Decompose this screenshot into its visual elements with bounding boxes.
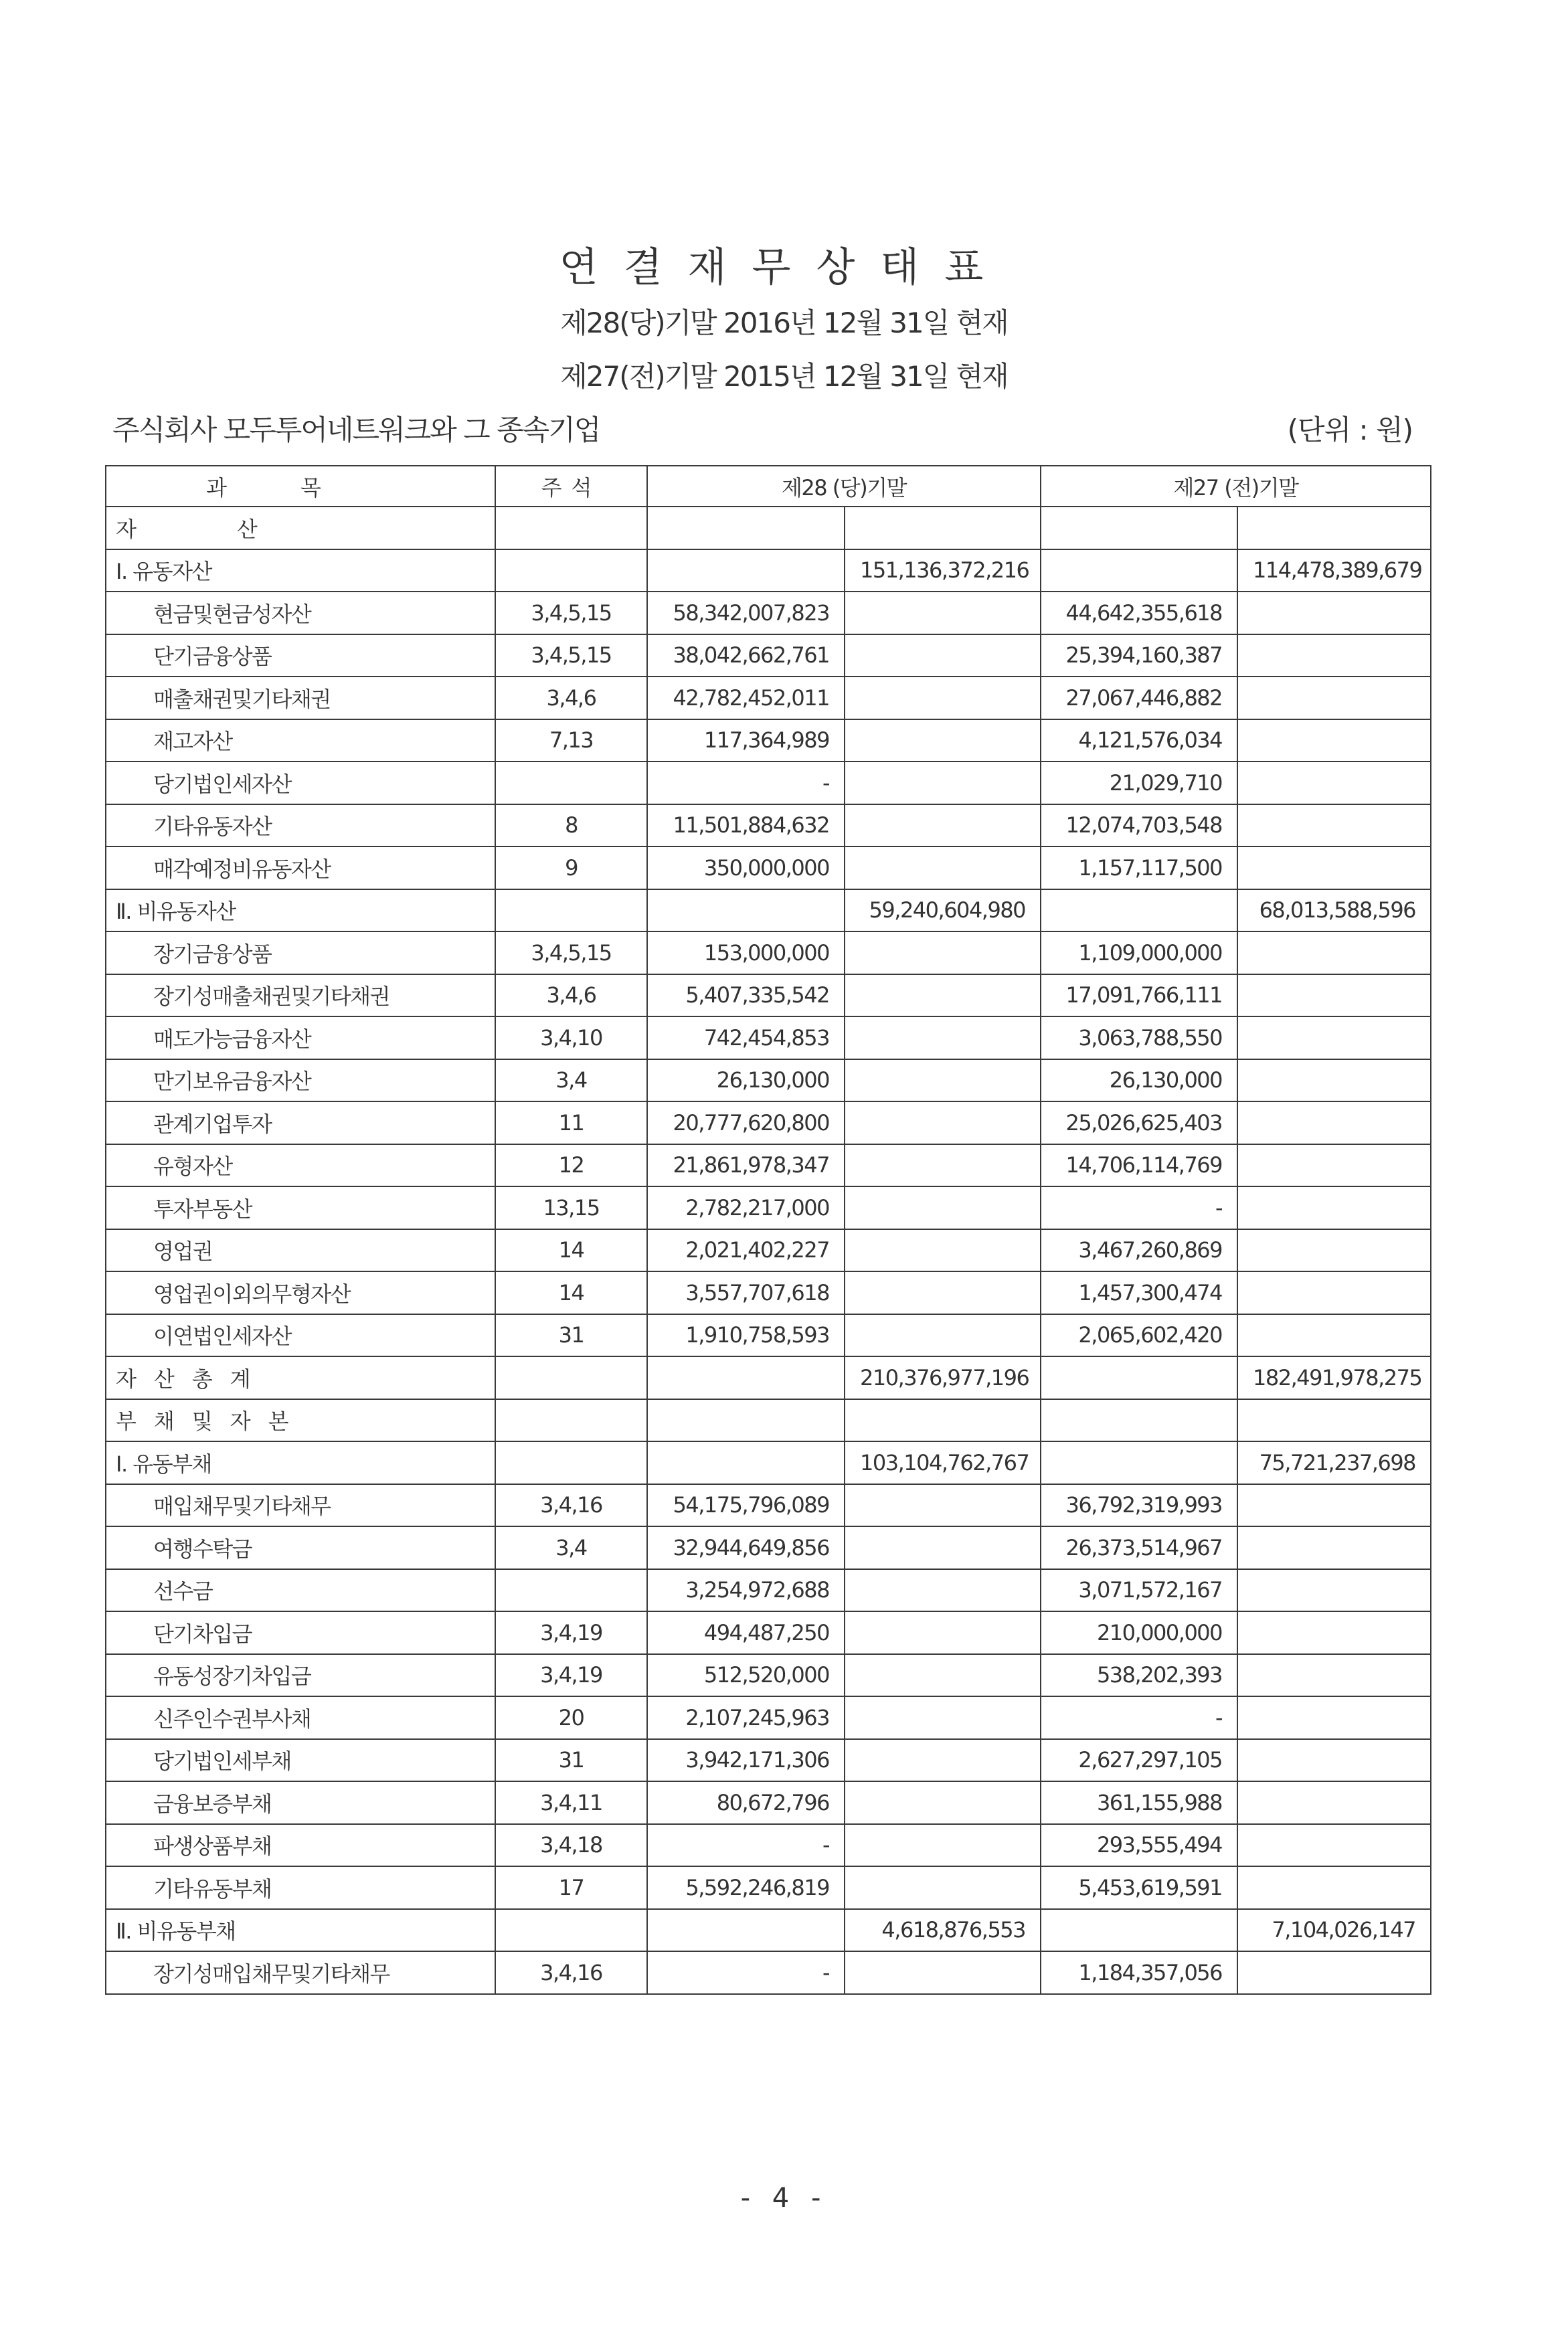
table-row	[106, 1909, 1431, 1952]
table-row	[106, 1229, 1431, 1272]
cell-prior-total	[1237, 1739, 1431, 1782]
cell-prior-item	[1041, 1399, 1237, 1442]
cell-subject: 여행수탁금	[106, 1526, 495, 1569]
cell-subject: 자산	[106, 507, 495, 549]
cell-prior-item	[1041, 1356, 1237, 1399]
cell-prior-total	[1237, 1569, 1431, 1612]
cell-note	[495, 1399, 647, 1442]
header-current-period: 제28 (당)기말	[647, 466, 1041, 507]
table-row	[106, 1569, 1431, 1612]
cell-prior-item	[1041, 1909, 1237, 1952]
cell-prior-total: 75,721,237,698	[1237, 1441, 1431, 1484]
cell-prior-item: 3,071,572,167	[1041, 1569, 1237, 1612]
cell-note: 3,4,16	[495, 1484, 647, 1527]
cell-current-total	[845, 634, 1041, 677]
table-row	[106, 1399, 1431, 1442]
table-row	[106, 634, 1431, 677]
cell-note: 3,4,16	[495, 1951, 647, 1994]
table-row	[106, 1696, 1431, 1739]
cell-subject: 투자부동산	[106, 1186, 495, 1229]
table-row	[106, 1484, 1431, 1527]
cell-prior-total	[1237, 719, 1431, 762]
cell-current-total	[845, 1866, 1041, 1909]
table-row	[106, 1101, 1431, 1144]
cell-current-total	[845, 1696, 1041, 1739]
cell-note: 17	[495, 1866, 647, 1909]
cell-current-total	[845, 1271, 1041, 1314]
cell-current-item: -	[647, 1951, 845, 1994]
table-row	[106, 507, 1431, 549]
header-prior-period: 제27 (전)기말	[1041, 466, 1431, 507]
cell-subject: 영업권	[106, 1229, 495, 1272]
cell-prior-item: 293,555,494	[1041, 1824, 1237, 1867]
cell-subject: 자산총계	[106, 1356, 495, 1399]
cell-subject: 기타유동부채	[106, 1866, 495, 1909]
cell-note: 12	[495, 1144, 647, 1187]
cell-prior-total	[1237, 592, 1431, 634]
cell-prior-total	[1237, 1696, 1431, 1739]
cell-prior-total: 182,491,978,275	[1237, 1356, 1431, 1399]
cell-prior-item: 14,706,114,769	[1041, 1144, 1237, 1187]
cell-current-item	[647, 507, 845, 549]
cell-subject: 신주인수권부사채	[106, 1696, 495, 1739]
cell-subject: 매각예정비유동자산	[106, 846, 495, 889]
cell-prior-total	[1237, 1144, 1431, 1187]
cell-prior-item: 36,792,319,993	[1041, 1484, 1237, 1527]
cell-current-item: 742,454,853	[647, 1016, 845, 1059]
cell-subject: 이연법인세자산	[106, 1314, 495, 1357]
cell-prior-total	[1237, 1314, 1431, 1357]
cell-prior-item: 1,457,300,474	[1041, 1271, 1237, 1314]
cell-current-total	[845, 1569, 1041, 1612]
cell-current-item: 2,782,217,000	[647, 1186, 845, 1229]
cell-note: 20	[495, 1696, 647, 1739]
cell-current-item	[647, 1441, 845, 1484]
cell-subject: 장기금융상품	[106, 931, 495, 974]
cell-subject: 당기법인세자산	[106, 761, 495, 804]
table-row	[106, 974, 1431, 1017]
cell-prior-item: 1,184,357,056	[1041, 1951, 1237, 1994]
cell-subject: 파생상품부채	[106, 1824, 495, 1867]
cell-subject: 선수금	[106, 1569, 495, 1612]
cell-prior-total	[1237, 1654, 1431, 1697]
cell-current-item: 512,520,000	[647, 1654, 845, 1697]
cell-current-item: 32,944,649,856	[647, 1526, 845, 1569]
cell-prior-total: 68,013,588,596	[1237, 889, 1431, 932]
cell-current-total	[845, 846, 1041, 889]
cell-current-total	[845, 1781, 1041, 1824]
cell-prior-total	[1237, 677, 1431, 719]
cell-note	[495, 549, 647, 592]
cell-subject: 금융보증부채	[106, 1781, 495, 1824]
cell-prior-item: -	[1041, 1696, 1237, 1739]
period-current: 제28(당)기말 2016년 12월 31일 현재	[560, 306, 1008, 339]
cell-subject: Ⅰ. 유동부채	[106, 1441, 495, 1484]
table-row	[106, 804, 1431, 847]
table-row	[106, 931, 1431, 974]
company-name: 주식회사 모두투어네트워크와 그 종속기업	[112, 414, 600, 446]
cell-subject: 장기성매출채권및기타채권	[106, 974, 495, 1017]
table-row	[106, 592, 1431, 634]
table-row	[106, 889, 1431, 932]
cell-current-total: 4,618,876,553	[845, 1909, 1041, 1952]
cell-prior-item	[1041, 549, 1237, 592]
cell-prior-total	[1237, 1781, 1431, 1824]
cell-current-total: 59,240,604,980	[845, 889, 1041, 932]
cell-note: 31	[495, 1739, 647, 1782]
cell-current-total	[845, 719, 1041, 762]
cell-prior-item: 25,394,160,387	[1041, 634, 1237, 677]
cell-subject: 당기법인세부채	[106, 1739, 495, 1782]
cell-current-total	[845, 1399, 1041, 1442]
cell-prior-item: 1,157,117,500	[1041, 846, 1237, 889]
cell-prior-item: 26,373,514,967	[1041, 1526, 1237, 1569]
cell-current-total	[845, 931, 1041, 974]
cell-current-item	[647, 549, 845, 592]
cell-prior-item	[1041, 889, 1237, 932]
cell-prior-item: -	[1041, 1186, 1237, 1229]
cell-note: 3,4	[495, 1526, 647, 1569]
cell-current-item: 3,557,707,618	[647, 1271, 845, 1314]
balance-sheet-table	[105, 465, 1431, 1995]
cell-current-total	[845, 592, 1041, 634]
cell-note: 3,4,5,15	[495, 592, 647, 634]
cell-current-total	[845, 1654, 1041, 1697]
cell-prior-item: 12,074,703,548	[1041, 804, 1237, 847]
cell-subject: 현금및현금성자산	[106, 592, 495, 634]
cell-prior-item: 3,467,260,869	[1041, 1229, 1237, 1272]
cell-subject: 단기차입금	[106, 1611, 495, 1654]
table-row	[106, 1951, 1431, 1994]
cell-prior-item: 361,155,988	[1041, 1781, 1237, 1824]
cell-prior-item: 26,130,000	[1041, 1059, 1237, 1102]
cell-prior-total	[1237, 846, 1431, 889]
cell-prior-total	[1237, 1526, 1431, 1569]
cell-note: 8	[495, 804, 647, 847]
cell-prior-total	[1237, 974, 1431, 1017]
cell-prior-item: 17,091,766,111	[1041, 974, 1237, 1017]
cell-note: 3,4	[495, 1059, 647, 1102]
header-note: 주석	[495, 466, 647, 507]
cell-prior-total	[1237, 1951, 1431, 1994]
cell-current-item	[647, 1909, 845, 1952]
cell-current-item: 20,777,620,800	[647, 1101, 845, 1144]
cell-note	[495, 1356, 647, 1399]
cell-prior-item: 2,065,602,420	[1041, 1314, 1237, 1357]
table-row	[106, 549, 1431, 592]
cell-prior-total	[1237, 1824, 1431, 1867]
cell-current-total	[845, 1144, 1041, 1187]
cell-note: 3,4,6	[495, 677, 647, 719]
cell-current-total	[845, 1611, 1041, 1654]
cell-current-total	[845, 1824, 1041, 1867]
table-row	[106, 719, 1431, 762]
page-number: - 4 -	[740, 2183, 828, 2214]
table-row	[106, 1611, 1431, 1654]
table-row	[106, 1314, 1431, 1357]
cell-current-item: 117,364,989	[647, 719, 845, 762]
cell-prior-total	[1237, 761, 1431, 804]
table-row	[106, 1186, 1431, 1229]
table-row	[106, 1271, 1431, 1314]
cell-prior-total	[1237, 1866, 1431, 1909]
table-body	[106, 507, 1431, 1994]
cell-current-total	[845, 677, 1041, 719]
cell-prior-item: 210,000,000	[1041, 1611, 1237, 1654]
cell-current-total: 103,104,762,767	[845, 1441, 1041, 1484]
table-header-row	[106, 466, 1431, 507]
cell-current-total	[845, 1739, 1041, 1782]
cell-current-total	[845, 804, 1041, 847]
cell-prior-item	[1041, 1441, 1237, 1484]
cell-note: 3,4,5,15	[495, 931, 647, 974]
cell-current-item: 1,910,758,593	[647, 1314, 845, 1357]
cell-prior-item: 4,121,576,034	[1041, 719, 1237, 762]
cell-note: 3,4,6	[495, 974, 647, 1017]
cell-current-item: 11,501,884,632	[647, 804, 845, 847]
table-row	[106, 1059, 1431, 1102]
table-row	[106, 1781, 1431, 1824]
cell-current-item: -	[647, 1824, 845, 1867]
cell-note: 11	[495, 1101, 647, 1144]
cell-current-item: 350,000,000	[647, 846, 845, 889]
cell-current-item: 494,487,250	[647, 1611, 845, 1654]
table-row	[106, 1654, 1431, 1697]
cell-prior-total	[1237, 507, 1431, 549]
cell-current-item: -	[647, 761, 845, 804]
cell-current-total: 151,136,372,216	[845, 549, 1041, 592]
cell-note: 31	[495, 1314, 647, 1357]
table-row	[106, 1824, 1431, 1867]
cell-prior-total: 114,478,389,679	[1237, 549, 1431, 592]
table-row	[106, 1356, 1431, 1399]
cell-current-item: 21,861,978,347	[647, 1144, 845, 1187]
table-row	[106, 1526, 1431, 1569]
cell-prior-total	[1237, 1059, 1431, 1102]
cell-current-item: 2,021,402,227	[647, 1229, 845, 1272]
cell-current-item	[647, 1356, 845, 1399]
cell-note: 14	[495, 1271, 647, 1314]
period-prior: 제27(전)기말 2015년 12월 31일 현재	[560, 360, 1008, 393]
cell-prior-total	[1237, 1186, 1431, 1229]
cell-current-item: 26,130,000	[647, 1059, 845, 1102]
cell-prior-item: 3,063,788,550	[1041, 1016, 1237, 1059]
cell-current-item	[647, 889, 845, 932]
cell-prior-total	[1237, 1101, 1431, 1144]
cell-note	[495, 761, 647, 804]
cell-prior-item: 44,642,355,618	[1041, 592, 1237, 634]
cell-subject: 부채및자본	[106, 1399, 495, 1442]
cell-prior-item: 21,029,710	[1041, 761, 1237, 804]
cell-prior-item: 5,453,619,591	[1041, 1866, 1237, 1909]
cell-subject: 유형자산	[106, 1144, 495, 1187]
cell-subject: 장기성매입채무및기타채무	[106, 1951, 495, 1994]
table-row	[106, 1144, 1431, 1187]
cell-subject: 만기보유금융자산	[106, 1059, 495, 1102]
cell-current-total	[845, 1484, 1041, 1527]
cell-current-total	[845, 974, 1041, 1017]
cell-current-total	[845, 1526, 1041, 1569]
cell-prior-total	[1237, 1611, 1431, 1654]
cell-note: 3,4,19	[495, 1654, 647, 1697]
cell-subject: Ⅱ. 비유동자산	[106, 889, 495, 932]
table-row	[106, 1016, 1431, 1059]
cell-current-item: 5,592,246,819	[647, 1866, 845, 1909]
cell-current-item: 54,175,796,089	[647, 1484, 845, 1527]
cell-current-item: 2,107,245,963	[647, 1696, 845, 1739]
table-row	[106, 846, 1431, 889]
cell-prior-item: 25,026,625,403	[1041, 1101, 1237, 1144]
cell-current-total: 210,376,977,196	[845, 1356, 1041, 1399]
table-row	[106, 1441, 1431, 1484]
cell-prior-total	[1237, 804, 1431, 847]
cell-current-total	[845, 507, 1041, 549]
cell-current-total	[845, 1059, 1041, 1102]
cell-prior-total	[1237, 634, 1431, 677]
cell-subject: 매입채무및기타채무	[106, 1484, 495, 1527]
cell-prior-total	[1237, 1399, 1431, 1442]
cell-note	[495, 1909, 647, 1952]
table-row	[106, 1866, 1431, 1909]
cell-prior-total	[1237, 931, 1431, 974]
cell-current-item: 38,042,662,761	[647, 634, 845, 677]
cell-current-total	[845, 1186, 1041, 1229]
cell-prior-item: 2,627,297,105	[1041, 1739, 1237, 1782]
cell-current-total	[845, 1951, 1041, 1994]
cell-note: 14	[495, 1229, 647, 1272]
cell-current-item: 3,942,171,306	[647, 1739, 845, 1782]
cell-note: 13,15	[495, 1186, 647, 1229]
currency-unit: (단위 : 원)	[1287, 414, 1413, 446]
cell-subject: 기타유동자산	[106, 804, 495, 847]
cell-subject: 단기금융상품	[106, 634, 495, 677]
document-title: 연결재무상태표	[559, 244, 1009, 291]
cell-subject: 유동성장기차입금	[106, 1654, 495, 1697]
cell-note: 3,4,5,15	[495, 634, 647, 677]
cell-current-item: 5,407,335,542	[647, 974, 845, 1017]
cell-note	[495, 889, 647, 932]
cell-current-item: 153,000,000	[647, 931, 845, 974]
cell-current-item	[647, 1399, 845, 1442]
cell-subject: 관계기업투자	[106, 1101, 495, 1144]
cell-note: 3,4,10	[495, 1016, 647, 1059]
table-row	[106, 677, 1431, 719]
cell-subject: 매도가능금융자산	[106, 1016, 495, 1059]
cell-current-total	[845, 1016, 1041, 1059]
cell-note: 3,4,19	[495, 1611, 647, 1654]
cell-current-item: 42,782,452,011	[647, 677, 845, 719]
cell-note: 3,4,11	[495, 1781, 647, 1824]
cell-subject: 영업권이외의무형자산	[106, 1271, 495, 1314]
cell-subject: Ⅱ. 비유동부채	[106, 1909, 495, 1952]
cell-subject: 매출채권및기타채권	[106, 677, 495, 719]
cell-note	[495, 1441, 647, 1484]
cell-prior-item: 27,067,446,882	[1041, 677, 1237, 719]
cell-note	[495, 1569, 647, 1612]
cell-note	[495, 507, 647, 549]
cell-prior-total	[1237, 1484, 1431, 1527]
cell-prior-item: 538,202,393	[1041, 1654, 1237, 1697]
cell-subject: 재고자산	[106, 719, 495, 762]
cell-note: 3,4,18	[495, 1824, 647, 1867]
cell-prior-total	[1237, 1016, 1431, 1059]
cell-current-total	[845, 761, 1041, 804]
table-row	[106, 1739, 1431, 1782]
cell-current-item: 58,342,007,823	[647, 592, 845, 634]
cell-prior-total: 7,104,026,147	[1237, 1909, 1431, 1952]
cell-current-item: 3,254,972,688	[647, 1569, 845, 1612]
cell-prior-item: 1,109,000,000	[1041, 931, 1237, 974]
cell-current-total	[845, 1314, 1041, 1357]
cell-current-total	[845, 1101, 1041, 1144]
cell-current-total	[845, 1229, 1041, 1272]
table-row	[106, 761, 1431, 804]
cell-subject: Ⅰ. 유동자산	[106, 549, 495, 592]
cell-prior-total	[1237, 1271, 1431, 1314]
cell-note: 7,13	[495, 719, 647, 762]
cell-current-item: 80,672,796	[647, 1781, 845, 1824]
cell-note: 9	[495, 846, 647, 889]
cell-prior-total	[1237, 1229, 1431, 1272]
header-subject: 과목	[106, 466, 495, 507]
cell-prior-item	[1041, 507, 1237, 549]
